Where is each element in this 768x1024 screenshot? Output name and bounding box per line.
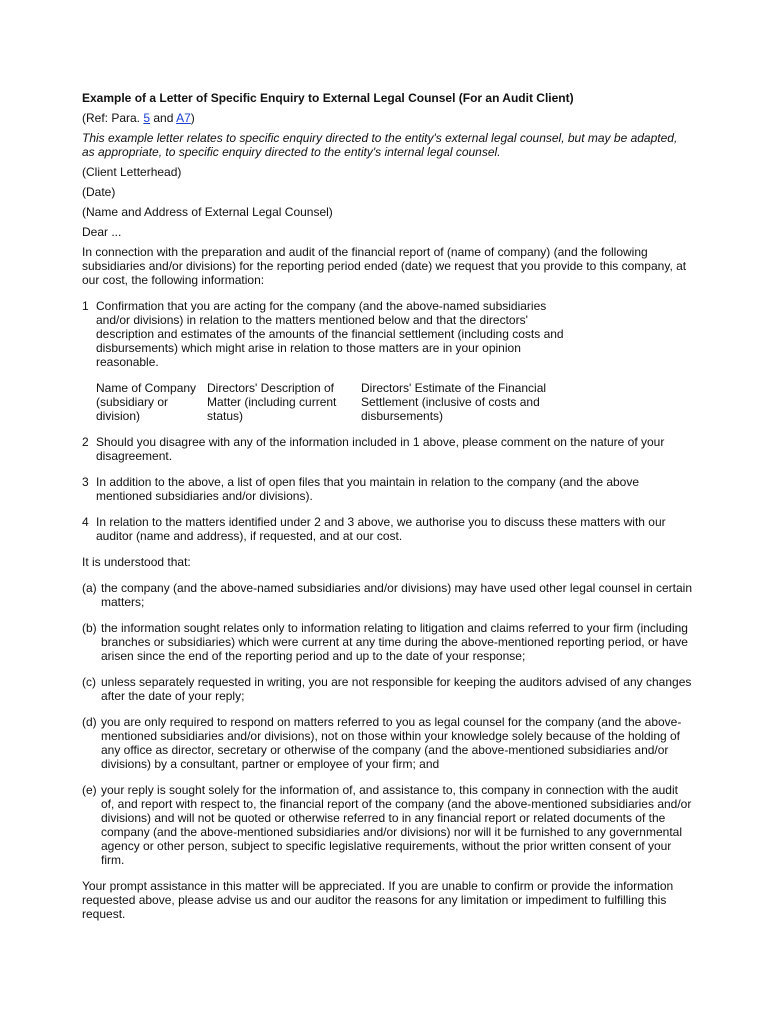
item-text: In relation to the matters identified under 2 and 3 above, we authorise you to discuss these matters with our auditor (name and address), if requested, and at our cost. [96, 515, 666, 543]
letter-document [82, 91, 692, 927]
item-number: 3 [82, 475, 89, 489]
reference-line [82, 111, 692, 125]
item-label: (d) [82, 715, 97, 729]
item-text: you are only required to respond on matters referred to you as legal counsel for the company (and the above-mentioned subsidiaries and/or divisions), not on those within your knowledge solely because of the holding of any office as director, secretary or otherwise of the company (and the above-mentioned subsidiaries and/or divisions) by a consultant, partner or employee of your firm; and [101, 715, 682, 771]
item-text: the information sought relates only to information relating to litigation and claims referred to your firm (including branches or subsidiaries) which were current at any time during the above-mentioned reporting period, or have arisen since the end of the reporting period and up to the date of your response; [101, 621, 688, 663]
item-number: 2 [82, 435, 89, 449]
header-company: Name of Company (subsidiary or division) [96, 381, 197, 423]
item-number: 1 [82, 299, 89, 313]
salutation: Dear ... [82, 225, 122, 239]
numbered-item [82, 435, 692, 463]
header-estimate: Directors' Estimate of the Financial Settlement (inclusive of costs and disbursements) [361, 381, 547, 423]
opening-paragraph: In connection with the preparation and audit of the financial report of (name of company) (and the following subsidiaries and/or divisions) for the reporting period ended (date) we request that you provide to this company, at our cost, the following information: [82, 245, 687, 287]
item-label: (e) [82, 783, 97, 797]
item-text: In addition to the above, a list of open files that you maintain in relation to the company (and the above mentioned subsidiaries and/or divisions). [96, 475, 640, 503]
lettered-item [82, 581, 692, 609]
item-label: (a) [82, 581, 97, 595]
numbered-item [82, 299, 692, 369]
ref-mid: and [150, 111, 177, 125]
item-text: Should you disagree with any of the information included in 1 above, please comment on the nature of your disagreement. [96, 435, 665, 463]
item-text: your reply is sought solely for the information of, and assistance to, this company in connection with the audit of, and report with respect to, the financial report of the company (and the above-mentioned subsidiaries and/or divisions) and will not be quoted or otherwise referred to in any financial report or related documents of the company (and the above-mentioned subsidiaries and/or divisions) nor will it be furnished to any governmental agency or other person, subject to specific legislative requirements, without the prior written consent of your firm. [101, 783, 692, 867]
closing-paragraph: Your prompt assistance in this matter will be appreciated. If you are unable to confirm or provide the information requested above, please advise us and our auditor the reasons for any limitation or impediment to fulfilling this request. [82, 879, 674, 921]
item-number: 4 [82, 515, 89, 529]
intro-note: This example letter relates to specific enquiry directed to the entity's external legal counsel, but may be adapted, as appropriate, to specific enquiry directed to the entity's internal legal counsel. [82, 131, 678, 159]
item-text: unless separately requested in writing, you are not responsible for keeping the auditors advised of any changes after the date of your reply; [101, 675, 692, 703]
ref-link-para-5[interactable]: 5 [143, 111, 151, 125]
item-text: the company (and the above-named subsidiaries and/or divisions) may have used other legal counsel in certain matters; [101, 581, 693, 609]
date-line: (Date) [82, 185, 116, 199]
lettered-item [82, 783, 692, 867]
understood-heading: It is understood that: [82, 555, 191, 569]
item-label: (b) [82, 621, 97, 635]
numbered-item [82, 475, 692, 503]
header-description: Directors' Description of Matter (including current status) [207, 381, 337, 423]
ref-suffix: ) [190, 111, 195, 125]
addressee-line: (Name and Address of External Legal Counsel) [82, 205, 333, 219]
lettered-item [82, 675, 692, 703]
document-title: Example of a Letter of Specific Enquiry to External Legal Counsel (For an Audit Client) [82, 91, 574, 105]
numbered-item [82, 515, 692, 543]
item-text: Confirmation that you are acting for the company (and the above-named subsidiaries and/or divisions) in relation to the matters mentioned below and that the directors' description and estimates of the amounts of the financial settlement (including costs and disbursements) which might arise in relation to those matters are in your opinion reasonable. [96, 299, 564, 369]
table-header-row [96, 381, 571, 423]
enquiry-table [96, 381, 571, 423]
client-letterhead: (Client Letterhead) [82, 165, 182, 179]
item-label: (c) [82, 675, 96, 689]
ref-link-a7[interactable]: A7 [176, 111, 191, 125]
lettered-item [82, 715, 692, 771]
ref-prefix: (Ref: Para. [82, 111, 144, 125]
lettered-item [82, 621, 692, 663]
